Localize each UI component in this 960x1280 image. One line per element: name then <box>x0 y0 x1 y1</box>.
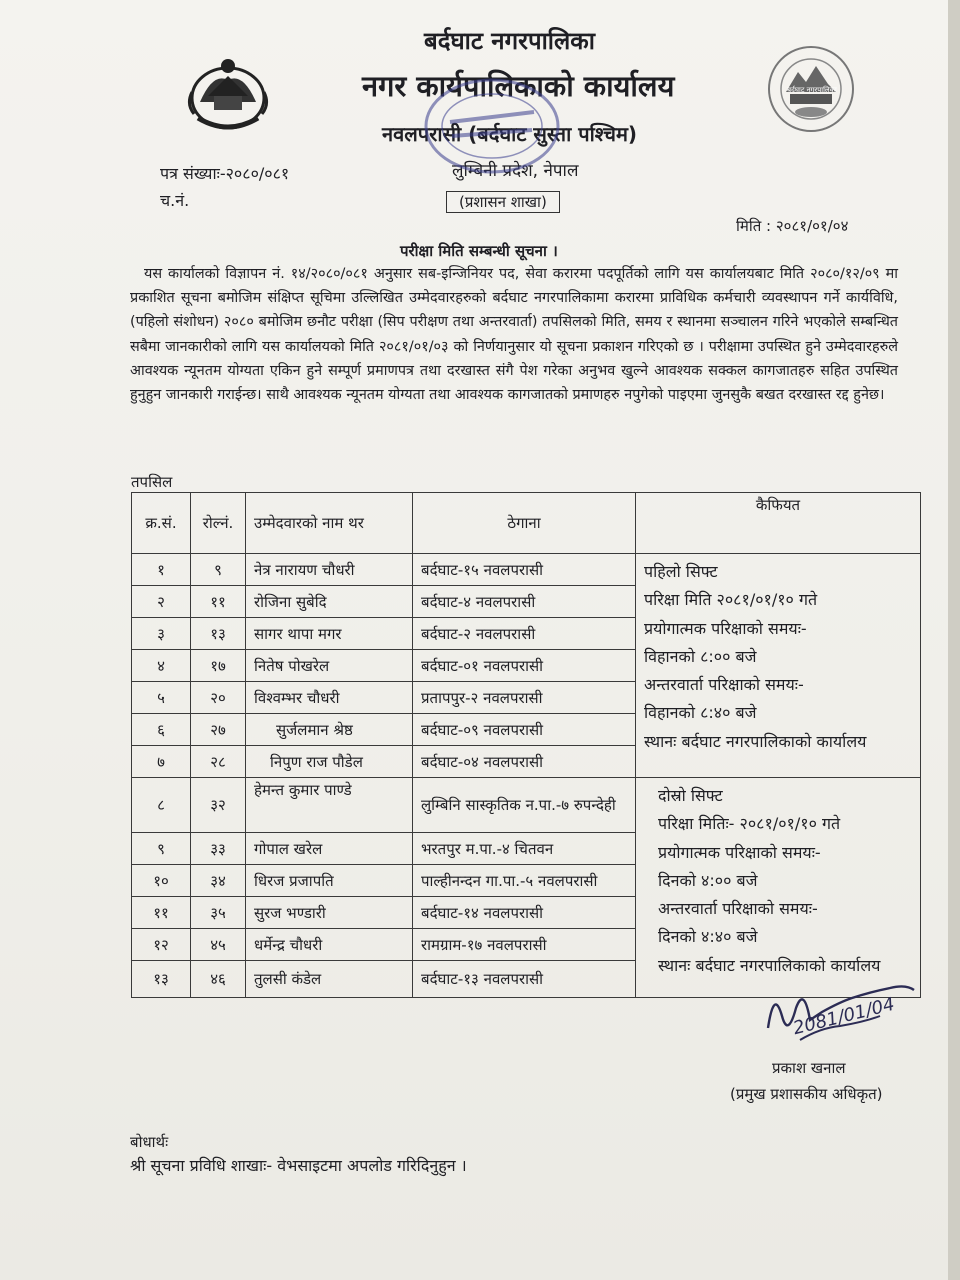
dispatch-number: च.नं. <box>160 191 190 210</box>
cell-serial: १३ <box>132 961 191 998</box>
cell-name: रोजिना सुबेदि <box>246 586 413 618</box>
cell-serial: ३ <box>132 618 191 650</box>
shift1-exam-date: परिक्षा मिति २०८१/०१/१० गते <box>644 590 818 610</box>
cell-serial: ८ <box>132 778 191 833</box>
cell-address: बर्दघाट-१५ नवलपरासी <box>413 554 636 586</box>
cell-address: लुम्बिनि सास्कृतिक न.पा.-७ रुपन्देही <box>413 778 636 833</box>
shift2-venue: स्थानः बर्दघाट नगरपालिकाको कार्यालय <box>658 955 881 975</box>
cell-roll: १३ <box>191 618 246 650</box>
cell-serial: ११ <box>132 897 191 929</box>
table-row <box>132 554 921 586</box>
cell-serial: ७ <box>132 746 191 778</box>
cell-name: सुरज भण्डारी <box>246 897 413 929</box>
cell-address: बर्दघाट-१३ नवलपरासी <box>413 961 636 998</box>
notice-title: परीक्षा मिति सम्बन्धी सूचना । <box>400 242 558 260</box>
shift1-interview-time: विहानको ८:४० बजे <box>644 703 757 723</box>
cell-serial: १० <box>132 865 191 897</box>
signatory-name: प्रकाश खनाल <box>772 1059 846 1077</box>
cell-roll: ४५ <box>191 929 246 961</box>
branch-label: (प्रशासन शाखा) <box>446 191 560 213</box>
cell-address: रामग्राम-१७ नवलपरासी <box>413 929 636 961</box>
cell-roll: ३४ <box>191 865 246 897</box>
notice-paragraph: यस कार्यालको विज्ञापन नं. १४/२०८०/०८१ अनुसार सब-इन्जिनियर पद, सेवा करारमा पदपूर्तिको लागि यस कार्यालयबाट मिति २०८०/१२/०९ मा प्रकाशित सूचना बमोजिम संक्षिप्त सूचिमा उल्लिखित उम्मेदवारहरुको बर्दघाट नगरपालिकामा करारमा प्राविधिक कर्मचारी व्यवस्थापन गर्ने कार्यविधि, (पहिलो संशोधन) २०८० बमोजिम छनौट परीक्षा (सिप परीक्षण तथा अन्तरवार्ता) तपसिलको मिति, समय र स्थानमा सञ्चालन गरिने भएकोले सम्बन्धित सबैमा जानकारीको लागि यस कार्यालयको मिति २०८१/०१/०३ को निर्णयानुसार यो सूचना प्रकाशन गरिएको छ । परीक्षामा उपस्थित हुने उम्मेदवारहरुले आवश्यक न्यूनतम योग्यता एकिन हुने सम्पूर्ण प्रमाणपत्र तथा दरखास्त संगै पेश गरेका अनुभव खुल्ने आवश्यक सक्कल कागजातहरु सहित उपस्थित हुनुहुन जानकारी गराईन्छ। साथै आवश्यक न्यूनतम योग्यता तथा आवश्यक कागजातको प्रमाणहरु नपुगेको पाइएमा जुनसुकै बखत दरखास्त रद्द हुनेछ। <box>130 266 898 404</box>
cell-serial: १२ <box>132 929 191 961</box>
cell-serial: १ <box>132 554 191 586</box>
header-name: उम्मेदवारको नाम थर <box>246 493 413 554</box>
cell-name: गोपाल खरेल <box>246 833 413 865</box>
cell-name: हेमन्त कुमार पाण्डे <box>246 778 413 833</box>
cell-roll: २८ <box>191 746 246 778</box>
table-row <box>132 778 921 833</box>
cell-roll: ११ <box>191 586 246 618</box>
header-serial: क्र.सं. <box>132 493 191 554</box>
notice-body <box>130 262 898 407</box>
candidate-table <box>131 492 921 998</box>
cell-name: धर्मेन्द्र चौधरी <box>246 929 413 961</box>
notice-date: मिति : २०८१/०१/०४ <box>736 217 849 235</box>
shift1-venue: स्थानः बर्दघाट नगरपालिकाको कार्यालय <box>644 731 867 751</box>
cell-address: बर्दघाट-०१ नवलपरासी <box>413 650 636 682</box>
cell-name: तुलसी कंडेल <box>246 961 413 998</box>
shift2-interview-label: अन्तरवार्ता परिक्षाको समयः- <box>658 899 818 919</box>
cell-address: बर्दघाट-२ नवलपरासी <box>413 618 636 650</box>
cell-address: बर्दघाट-१४ नवलपरासी <box>413 897 636 929</box>
shift2-practical-label: प्रयोगात्मक परिक्षाको समयः- <box>658 842 821 862</box>
cell-serial: ५ <box>132 682 191 714</box>
cell-name: निपुण राज पौडेल <box>246 746 413 778</box>
office-name: नगर कार्यपालिकाको कार्यालय <box>362 69 675 103</box>
header-roll: रोल्नं. <box>191 493 246 554</box>
shift1-title: पहिलो सिफ्ट <box>644 562 718 581</box>
section-label: तपसिल <box>131 473 173 491</box>
cell-name: नितेष पोखरेल <box>246 650 413 682</box>
cell-address: भरतपुर म.पा.-४ चितवन <box>413 833 636 865</box>
shift1-remarks <box>636 554 921 778</box>
cell-roll: ३५ <box>191 897 246 929</box>
province-line: लुम्बिनी प्रदेश, नेपाल <box>452 161 579 181</box>
letter-number: पत्र संख्याः-२०८०/०८१ <box>160 164 290 183</box>
seal-label: बर्दघाट नगरपालिका <box>787 86 837 94</box>
signature-date: 2081/01/04 <box>791 993 897 1040</box>
shift1-practical-time: विहानको ८:०० बजे <box>644 646 757 666</box>
header-remarks: कैफियत <box>636 493 921 554</box>
cell-roll: २० <box>191 682 246 714</box>
office-location: नवलपरासी (बर्दघाट सुस्ता पश्चिम) <box>382 122 638 146</box>
cell-name: धिरज प्रजापति <box>246 865 413 897</box>
cc-label: बोधार्थः <box>130 1133 169 1151</box>
cell-serial: ४ <box>132 650 191 682</box>
cell-address: बर्दघाट-४ नवलपरासी <box>413 586 636 618</box>
shift2-interview-time: दिनको ४:४० बजे <box>658 927 758 947</box>
cc-line: श्री सूचना प्रविधि शाखाः- वेभसाइटमा अपलोड गरिदिनुहुन । <box>130 1156 467 1175</box>
cell-address: बर्दघाट-०९ नवलपरासी <box>413 714 636 746</box>
cell-roll: ३३ <box>191 833 246 865</box>
shift2-remarks <box>636 778 921 998</box>
shift1-practical-label: प्रयोगात्मक परिक्षाको समयः- <box>644 618 807 638</box>
cell-roll: ३२ <box>191 778 246 833</box>
cell-serial: २ <box>132 586 191 618</box>
header-address: ठेगाना <box>413 493 636 554</box>
municipality-name: बर्दघाट नगरपालिका <box>424 27 595 55</box>
cell-address: प्रतापपुर-२ नवलपरासी <box>413 682 636 714</box>
cell-roll: २७ <box>191 714 246 746</box>
shift2-practical-time: दिनको ४:०० बजे <box>658 870 758 890</box>
cell-address: पाल्हीनन्दन गा.पा.-५ नवलपरासी <box>413 865 636 897</box>
cell-roll: ९ <box>191 554 246 586</box>
office-stamp-icon <box>400 64 580 184</box>
cell-name: विश्वम्भर चौधरी <box>246 682 413 714</box>
cell-name: सुर्जलमान श्रेष्ठ <box>246 714 413 746</box>
shift2-title: दोस्रो सिफ्ट <box>658 786 723 805</box>
signatory-designation: (प्रमुख प्रशासकीय अधिकृत) <box>730 1085 883 1103</box>
shift1-interview-label: अन्तरवार्ता परिक्षाको समयः- <box>644 675 804 695</box>
cell-roll: ४६ <box>191 961 246 998</box>
cell-address: बर्दघाट-०४ नवलपरासी <box>413 746 636 778</box>
cell-name: सागर थापा मगर <box>246 618 413 650</box>
nepal-emblem-icon <box>178 52 278 138</box>
cell-roll: १७ <box>191 650 246 682</box>
table-header-row <box>132 493 921 554</box>
cell-serial: ६ <box>132 714 191 746</box>
cell-name: नेत्र नारायण चौधरी <box>246 554 413 586</box>
page-edge <box>948 0 960 1280</box>
shift2-exam-date: परिक्षा मितिः- २०८१/०१/१० गते <box>658 814 841 834</box>
cell-serial: ९ <box>132 833 191 865</box>
